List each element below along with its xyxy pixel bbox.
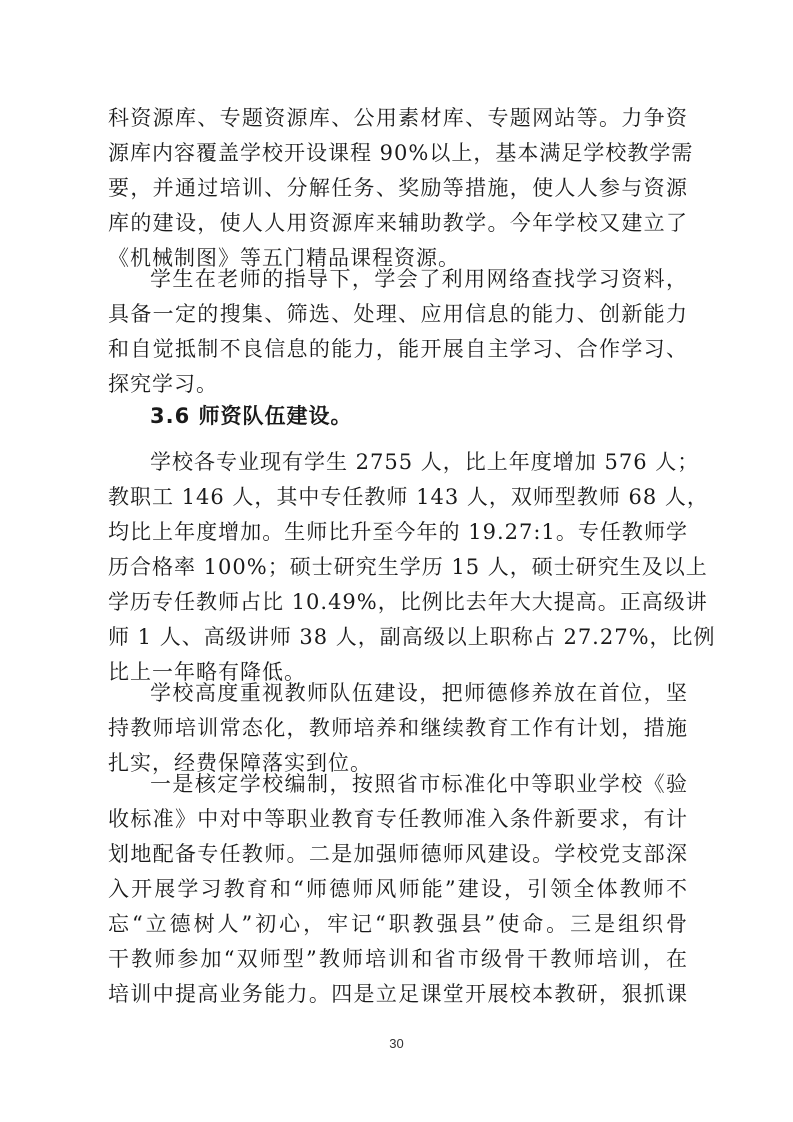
paragraph-line: 入开展学习教育和“师德师风师能”建设，引领全体教师不 — [108, 877, 688, 901]
paragraph-line: 扎实，经费保障落实到位。 — [108, 751, 372, 775]
paragraph-line: 库的建设，使人人用资源库来辅助教学。今年学校又建立了 — [108, 211, 688, 235]
paragraph-line: 持教师培训常态化，教师培养和继续教育工作有计划，措施 — [108, 716, 688, 740]
paragraph-line: 历合格率 100%；硕士研究生学历 15 人，硕士研究生及以上 — [108, 555, 708, 579]
page-number: 30 — [389, 1036, 404, 1051]
paragraph-line: 干教师参加“双师型”教师培训和省市级骨干教师培训，在 — [108, 947, 688, 971]
paragraph-line: 教职工 146 人，其中专任教师 143 人，双师型教师 68 人， — [108, 485, 709, 509]
paragraph-line: 具备一定的搜集、筛选、处理、应用信息的能力、创新能力 — [108, 302, 688, 326]
paragraph-line: 要，并通过培训、分解任务、奖励等措施，使人人参与资源 — [108, 176, 688, 200]
paragraph-line: 学历专任教师占比 10.49%，比例比去年大大提高。正高级讲 — [108, 590, 708, 614]
paragraph-line: 学校各专业现有学生 2755 人，比上年度增加 576 人； — [150, 450, 700, 474]
paragraph-line: 均比上年度增加。生师比升至今年的 19.27:1。专任教师学 — [108, 520, 688, 544]
paragraph-line: 学生在老师的指导下，学会了利用网络查找学习资料， — [150, 267, 688, 291]
paragraph-line: 划地配备专任教师。二是加强师德师风建设。学校党支部深 — [108, 842, 688, 866]
paragraph-line: 忘“立德树人”初心，牢记“职教强县”使命。三是组织骨 — [108, 912, 688, 936]
paragraph-line: 师 1 人、高级讲师 38 人，副高级以上职称占 27.27%，比例 — [108, 625, 716, 649]
paragraph-line: 培训中提高业务能力。四是立足课堂开展校本教研，狠抓课 — [108, 982, 688, 1006]
paragraph-line: 收标准》中对中等职业教育专任教师准入条件新要求，有计 — [108, 807, 688, 831]
paragraph-line: 探究学习。 — [108, 372, 218, 396]
paragraph-line: 《机械制图》等五门精品课程资源。 — [108, 246, 460, 270]
paragraph-line: 一是核定学校编制，按照省市标准化中等职业学校《验 — [150, 772, 688, 796]
section-heading: 3.6 师资队伍建设。 — [150, 404, 353, 428]
paragraph-line: 学校高度重视教师队伍建设，把师德修养放在首位，坚 — [150, 681, 688, 705]
paragraph-line: 源库内容覆盖学校开设课程 90%以上，基本满足学校教学需 — [108, 141, 694, 165]
paragraph-line: 和自觉抵制不良信息的能力，能开展自主学习、合作学习、 — [108, 337, 688, 361]
paragraph-line: 科资源库、专题资源库、公用素材库、专题网站等。力争资 — [108, 106, 688, 130]
paragraph-line: 比上一年略有降低。 — [108, 660, 306, 684]
